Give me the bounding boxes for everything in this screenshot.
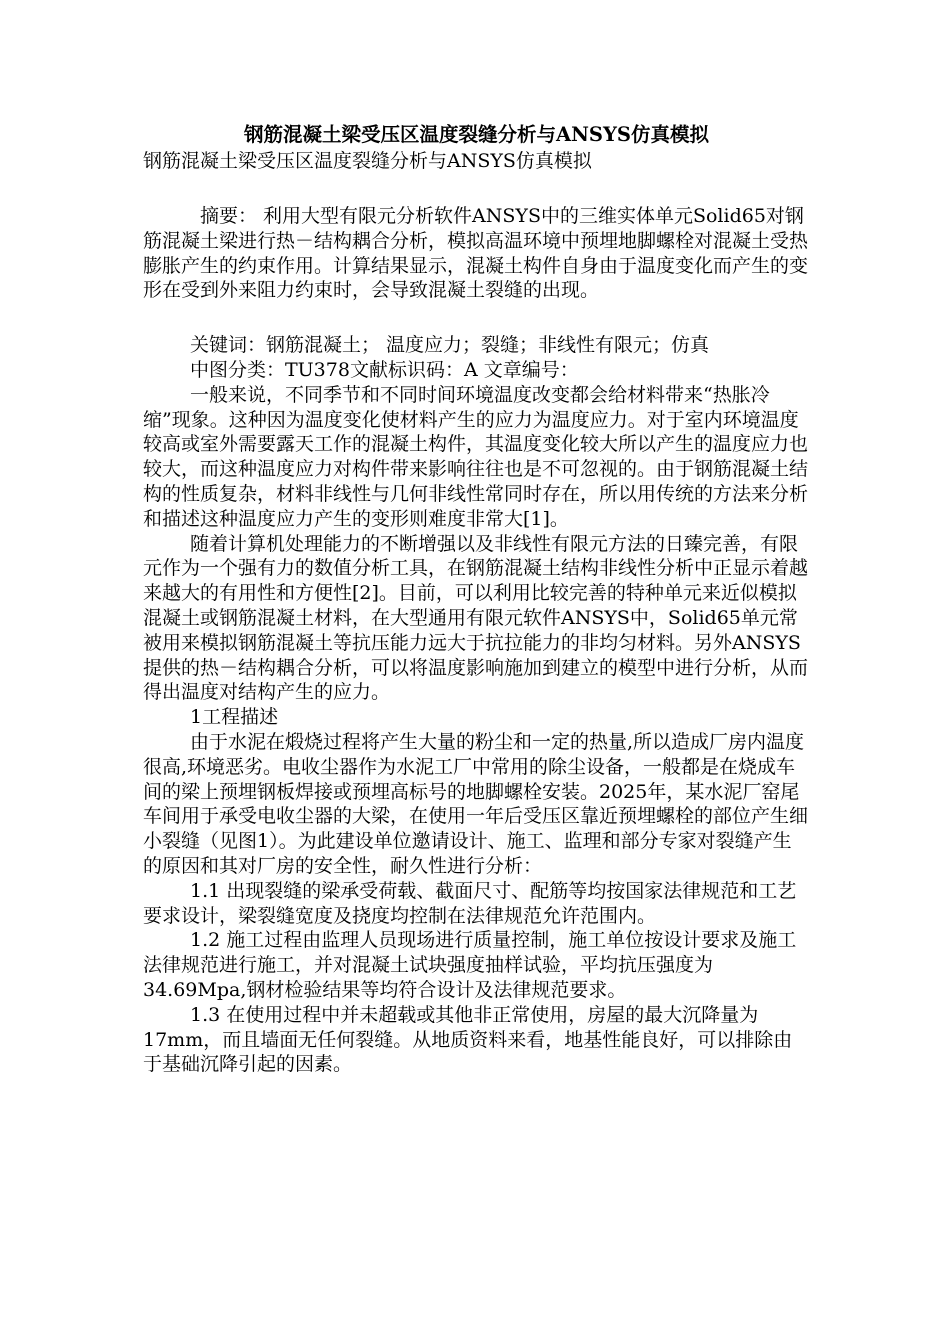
section-paragraph: 1.1 出现裂缝的梁承受荷载、截面尺寸、配筋等均按国家法律规范和工艺要求设计，梁裂缝宽度及挠度均控制在法律规范允许范围内。 [143,879,797,927]
abstract-text: 利用大型有限元分析软件ANSYS中的三维实体单元Solid65对钢筋混凝土梁进行热－结构耦合分析，模拟高温环境中预埋地脚螺栓对混凝土受热膨胀产生的约束作用。计算结果显示，混凝土构件自身由于温度变化而产生的变形在受到外来阻力约束时，会导致混凝土裂缝的出现。 [143,205,809,302]
keywords: 关键词：钢筋混凝土； 温度应力；裂缝；非线性有限元；仿真 [190,334,710,357]
document-title: 钢筋混凝土梁受压区温度裂缝分析与ANSYS仿真模拟 [243,123,710,146]
section-paragraph: 由于水泥在煅烧过程将产生大量的粉尘和一定的热量,所以造成厂房内温度很高,环境恶劣。电收尘器作为水泥工厂中常用的除尘设备，一般都是在烧成车间的梁上预埋钢板焊接或预埋高标号的地脚螺栓安装。2025年，某水泥厂窑尾车间用于承受电收尘器的大梁，在使用一年后受压区靠近预埋螺栓的部位产生细小裂缝（见图1）。为此建设单位邀请设计、施工、监理和部分专家对裂缝产生的原因和其对厂房的安全性，耐久性进行分析： [143,730,809,877]
body-paragraph: 随着计算机处理能力的不断增强以及非线性有限元方法的日臻完善，有限元作为一个强有力的数值分析工具，在钢筋混凝土结构非线性分析中正显示着越来越大的有用性和方便性[2]。目前，可以利用比较完善的特种单元来近似模拟混凝土或钢筋混凝土材料，在大型通用有限元软件ANSYS中，Solid65单元常被用来模拟钢筋混凝土等抗压能力远大于抗拉能力的非均匀材料。另外ANSYS提供的热－结构耦合分析，可以将温度影响施加到建立的模型中进行分析，从而得出温度对结构产生的应力。 [143,532,809,704]
body-paragraph: 一般来说，不同季节和不同时间环境温度改变都会给材料带来“热胀冷缩”现象。这种因为温度变化使材料产生的应力为温度应力。对于室内环境温度较高或室外需要露天工作的混凝土构件，其温度变化较大所以产生的温度应力也较大，而这种温度应力对构件带来影响往往也是不可忽视的。由于钢筋混凝土结构的性质复杂，材料非线性与几何非线性常同时存在，所以用传统的方法来分析和描述这种温度应力产生的变形则难度非常大[1]。 [143,383,809,530]
section-paragraph: 1.3 在使用过程中并未超载或其他非正常使用，房屋的最大沉降量为17mm，而且墙面无任何裂缝。从地质资料来看，地基性能良好，可以排除由于基础沉降引起的因素。 [143,1003,793,1076]
section-heading: 1工程描述 [190,706,279,729]
classification-line: 中图分类：TU378文献标识码：A 文章编号： [190,358,579,381]
document-subtitle: 钢筋混凝土梁受压区温度裂缝分析与ANSYS仿真模拟 [143,150,592,172]
section-paragraph: 1.2 施工过程由监理人员现场进行质量控制，施工单位按设计要求及施工法律规范进行施工，并对混凝土试块强度抽样试验，平均抗压强度为34.69Mpa,钢材检验结果等均符合设计及法律规范要求。 [143,929,797,1001]
abstract [143,204,810,303]
abstract-label: 摘要： [200,205,258,227]
